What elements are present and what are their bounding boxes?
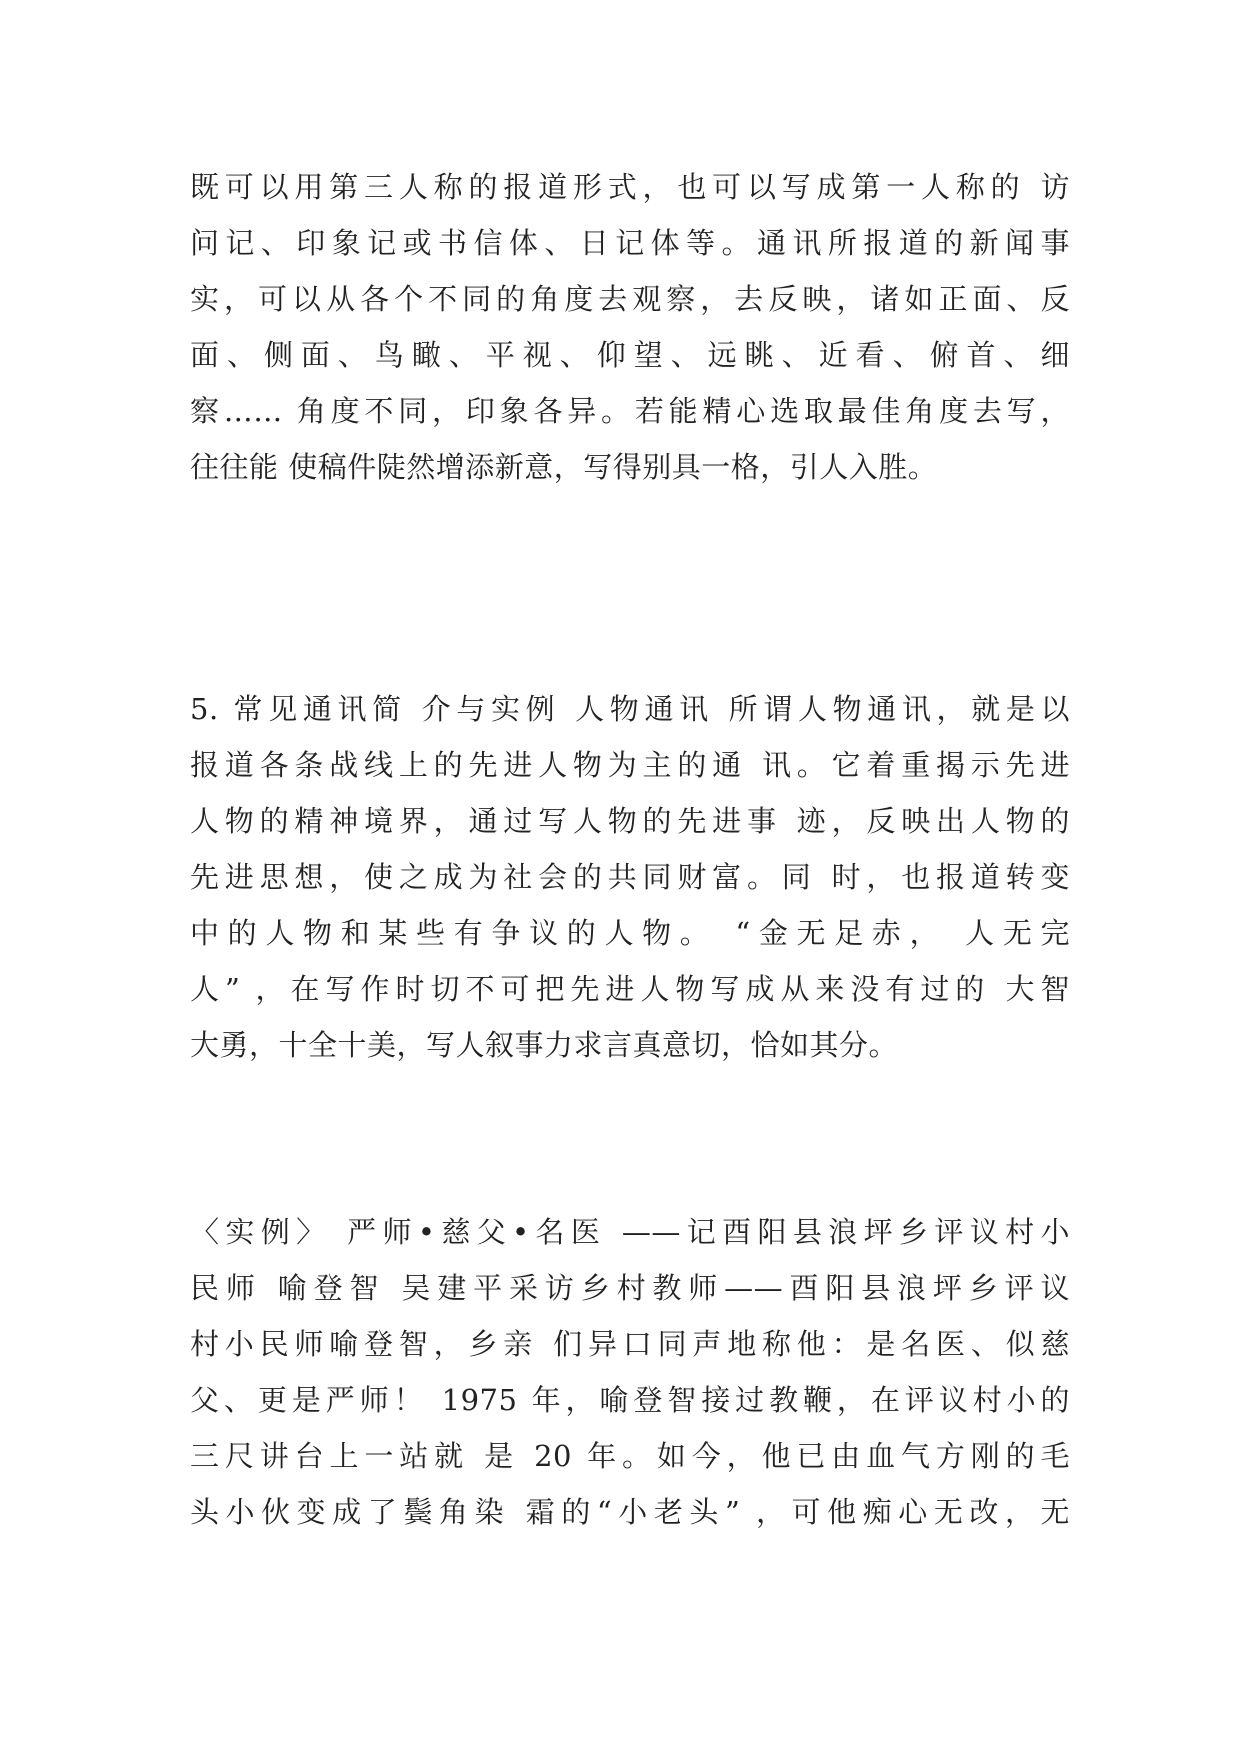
text-line: 先进思想，使之成为社会的共同财富。同 时，也报道转变 xyxy=(190,860,1070,894)
text-line: 人物的精神境界，通过写人物的先进事 迹，反映出人物的 xyxy=(190,804,1070,838)
text-line: 人” ，在写作时切不可把先进人物写成从来没有过的 大智 xyxy=(190,972,1070,1006)
paragraph-2 xyxy=(190,681,1070,1073)
text-line: 5. 常见通讯简 介与实例 人物通讯 所谓人物通讯，就是以 xyxy=(190,692,1070,726)
text-line: 面、侧面、鸟瞰、平视、仰望、远眺、近看、俯首、细 xyxy=(190,338,1070,372)
text-line: 报道各条战线上的先进人物为主的通 讯。它着重揭示先进 xyxy=(190,748,1070,782)
text-line: 头小伙变成了鬓角染 霜的“小老头” ，可他痴心无改，无 xyxy=(190,1495,1070,1529)
text-line: 〈实例〉 严师•慈父•名医 ——记酉阳县浪坪乡评议村小 xyxy=(190,1215,1070,1249)
text-line: 既可以用第三人称的报道形式，也可以写成第一人称的 访 xyxy=(190,170,1070,204)
paragraph-1 xyxy=(190,159,1070,495)
text-line: 民师 喻登智 吴建平采访乡村教师——酉阳县浪坪乡评议 xyxy=(190,1271,1070,1305)
text-line: 村小民师喻登智，乡亲 们异口同声地称他：是名医、似慈 xyxy=(190,1327,1070,1361)
text-line: 父、更是严师！ 1975 年，喻登智接过教鞭，在评议村小的 xyxy=(190,1383,1070,1417)
text-line: 三尺讲台上一站就 是 20 年。如今，他已由血气方刚的毛 xyxy=(190,1439,1070,1473)
text-line: 大勇，十全十美，写人叙事力求言真意切，恰如其分。 xyxy=(190,1028,899,1062)
paragraph-3 xyxy=(190,1204,1070,1540)
text-line: 察…… 角度不同，印象各异。若能精心选取最佳角度去写， xyxy=(190,394,1070,428)
text-line: 往往能 使稿件陡然增添新意，写得别具一格，引人入胜。 xyxy=(190,450,938,484)
text-line: 中的人物和某些有争议的人物。 “金无足赤， 人无完 xyxy=(190,916,1070,950)
text-line: 问记、印象记或书信体、日记体等。通讯所报道的新闻事 xyxy=(190,226,1070,260)
text-line: 实，可以从各个不同的角度去观察，去反映，诸如正面、反 xyxy=(190,282,1070,316)
